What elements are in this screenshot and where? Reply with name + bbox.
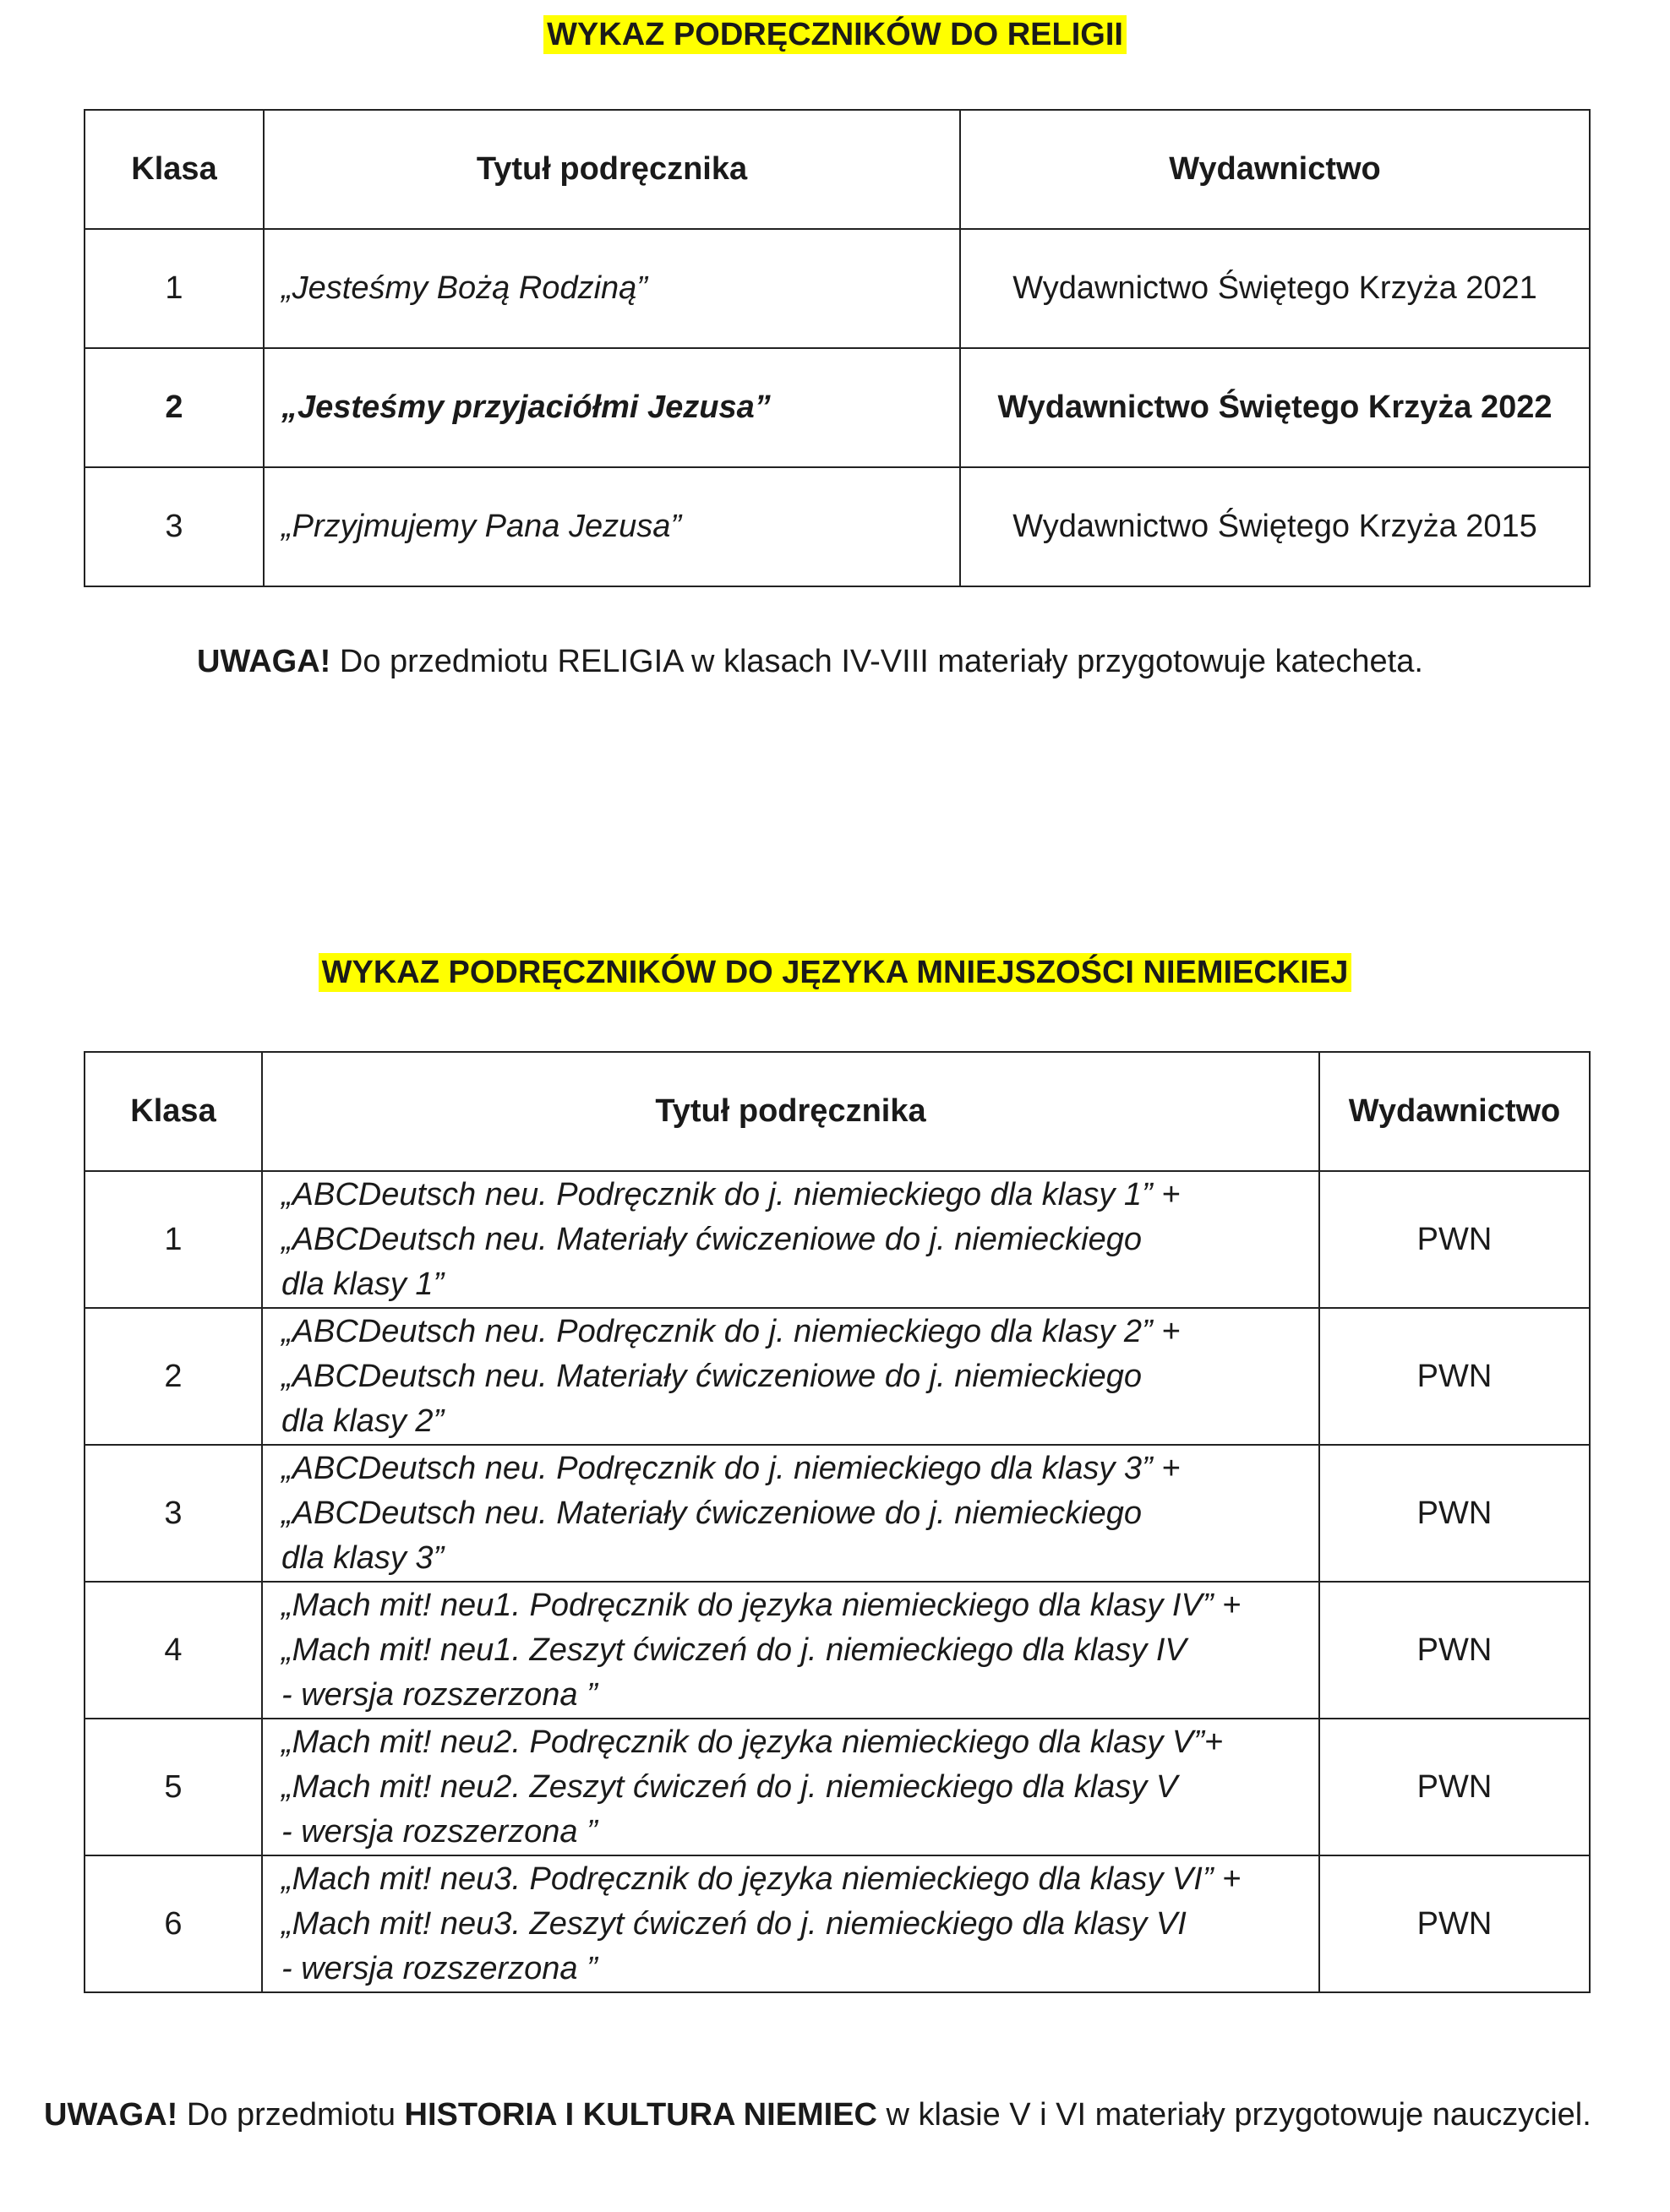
religion-heading-text: WYKAZ PODRĘCZNIKÓW DO RELIGII [543, 15, 1127, 54]
religion-note [197, 644, 1423, 680]
title-line: „Mach mit! neu3. Zeszyt ćwiczeń do j. niemieckiego dla klasy VI [281, 1905, 1187, 1942]
title-cell [262, 1582, 1319, 1719]
publisher-cell: PWN [1319, 1445, 1590, 1582]
title-line: - wersja rozszerzona ” [281, 1813, 598, 1850]
title-cell [262, 1719, 1319, 1855]
klasa-cell: 2 [85, 348, 264, 467]
klasa-cell: 4 [85, 1582, 262, 1719]
klasa-cell: 5 [85, 1719, 262, 1855]
note-label: UWAGA! [44, 2097, 178, 2133]
klasa-cell: 1 [85, 229, 264, 348]
title-cell: „Jesteśmy przyjaciółmi Jezusa” [264, 348, 960, 467]
table-row [85, 467, 1590, 586]
title-cell: „Jesteśmy Bożą Rodziną” [264, 229, 960, 348]
note-subject: HISTORIA I KULTURA NIEMIEC [404, 2097, 877, 2133]
header-tytul: Tytuł podręcznika [262, 1052, 1319, 1171]
religion-table [84, 109, 1591, 587]
header-tytul: Tytuł podręcznika [264, 110, 960, 229]
title-line: „Mach mit! neu3. Podręcznik do języka niemieckiego dla klasy VI” + [281, 1861, 1242, 1897]
title-cell [262, 1445, 1319, 1582]
publisher-cell: Wydawnictwo Świętego Krzyża 2022 [960, 348, 1590, 467]
table-row [85, 1582, 1590, 1719]
title-line: „ABCDeutsch neu. Podręcznik do j. niemieckiego dla klasy 1” + [281, 1176, 1181, 1212]
klasa-cell: 2 [85, 1308, 262, 1445]
table-header-row [85, 110, 1590, 229]
title-cell: „Przyjmujemy Pana Jezusa” [264, 467, 960, 586]
title-line: „ABCDeutsch neu. Materiały ćwiczeniowe do j. niemieckiego [281, 1358, 1143, 1394]
title-line: „ABCDeutsch neu. Materiały ćwiczeniowe do j. niemieckiego [281, 1495, 1143, 1531]
header-klasa: Klasa [85, 110, 264, 229]
table-row [85, 229, 1590, 348]
title-line: „ABCDeutsch neu. Podręcznik do j. niemieckiego dla klasy 2” + [281, 1313, 1181, 1349]
header-klasa: Klasa [85, 1052, 262, 1171]
title-line: „ABCDeutsch neu. Materiały ćwiczeniowe do j. niemieckiego [281, 1221, 1143, 1257]
klasa-cell: 1 [85, 1171, 262, 1308]
klasa-cell: 3 [85, 467, 264, 586]
title-line: - wersja rozszerzona ” [281, 1950, 598, 1986]
title-line: „Mach mit! neu1. Podręcznik do języka niemieckiego dla klasy IV” + [281, 1587, 1242, 1623]
german-table [84, 1051, 1591, 1993]
table-row [85, 1171, 1590, 1308]
title-line: „Mach mit! neu2. Zeszyt ćwiczeń do j. niemieckiego dla klasy V [281, 1768, 1178, 1805]
table-row [85, 1719, 1590, 1855]
note-text: Do przedmiotu RELIGIA w klasach IV-VIII materiały przygotowuje katecheta. [330, 644, 1423, 679]
religion-heading [0, 17, 1670, 53]
publisher-cell: PWN [1319, 1855, 1590, 1992]
note-label: UWAGA! [197, 644, 331, 679]
title-line: dla klasy 1” [281, 1266, 445, 1302]
header-wydawnictwo: Wydawnictwo [1319, 1052, 1590, 1171]
title-cell [262, 1308, 1319, 1445]
note-text: w klasie V i VI materiały przygotowuje nauczyciel. [877, 2097, 1591, 2133]
german-heading [0, 955, 1670, 991]
note-text: Do przedmiotu [177, 2097, 405, 2133]
title-line: „Mach mit! neu1. Zeszyt ćwiczeń do j. niemieckiego dla klasy IV [281, 1632, 1187, 1668]
klasa-cell: 6 [85, 1855, 262, 1992]
german-heading-text: WYKAZ PODRĘCZNIKÓW DO JĘZYKA MNIEJSZOŚCI NIEMIECKIEJ [319, 953, 1352, 992]
table-row [85, 1308, 1590, 1445]
publisher-cell: PWN [1319, 1171, 1590, 1308]
title-cell [262, 1171, 1319, 1308]
title-line: - wersja rozszerzona ” [281, 1676, 598, 1713]
table-row [85, 1445, 1590, 1582]
klasa-cell: 3 [85, 1445, 262, 1582]
publisher-cell: PWN [1319, 1308, 1590, 1445]
publisher-cell: PWN [1319, 1719, 1590, 1855]
header-wydawnictwo: Wydawnictwo [960, 110, 1590, 229]
title-line: dla klasy 2” [281, 1403, 445, 1439]
table-row [85, 348, 1590, 467]
title-line: „ABCDeutsch neu. Podręcznik do j. niemieckiego dla klasy 3” + [281, 1450, 1181, 1486]
table-row [85, 1855, 1590, 1992]
publisher-cell: Wydawnictwo Świętego Krzyża 2021 [960, 229, 1590, 348]
title-line: dla klasy 3” [281, 1539, 445, 1576]
publisher-cell: PWN [1319, 1582, 1590, 1719]
table-header-row [85, 1052, 1590, 1171]
title-line: „Mach mit! neu2. Podręcznik do języka niemieckiego dla klasy V”+ [281, 1724, 1224, 1760]
title-cell [262, 1855, 1319, 1992]
publisher-cell: Wydawnictwo Świętego Krzyża 2015 [960, 467, 1590, 586]
german-note [44, 2097, 1591, 2133]
